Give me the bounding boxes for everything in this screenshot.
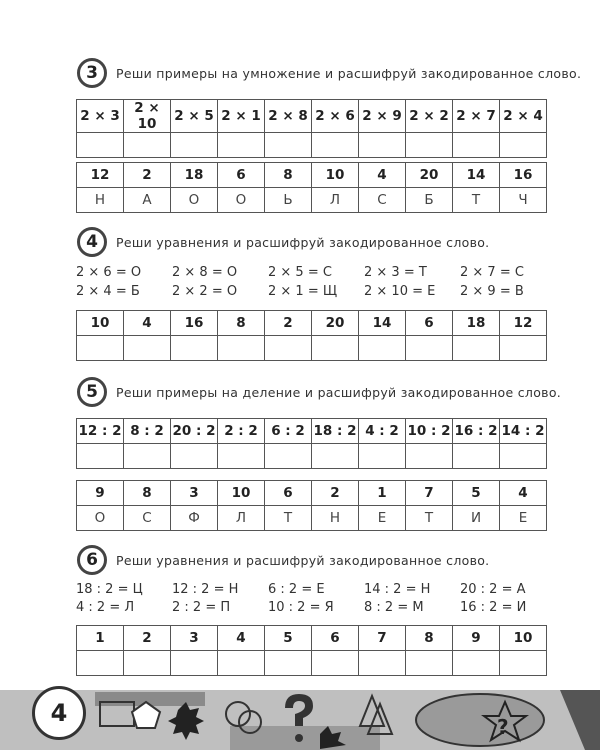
example-cell: 2 × 2 [406,100,453,133]
table-row [77,311,547,336]
number-cell: 12 [500,311,547,336]
answer-cell[interactable] [359,133,406,158]
answer-cell[interactable] [359,336,406,361]
answer-cell[interactable] [500,133,547,158]
answer-cell[interactable] [171,133,218,158]
answer-cell[interactable] [359,444,406,469]
number-cell: 6 [312,626,359,651]
answer-cell[interactable] [218,651,265,676]
number-cell: 8 [406,626,453,651]
question-dot-icon [295,734,303,742]
key-number-cell: 8 [265,163,312,188]
key-letter-cell: Ф [171,506,218,531]
task-instruction: Реши уравнения и расшифруй закодированное слово. [116,552,490,568]
equation: 2 × 8 = О [172,265,238,280]
example-cell: 20 : 2 [171,419,218,444]
task-5-header [77,375,561,409]
answer-cell[interactable] [265,444,312,469]
answer-cell[interactable] [171,444,218,469]
key-number-cell: 9 [77,481,124,506]
task-instruction: Реши примеры на деление и расшифруй закодированное слово. [116,384,562,400]
example-cell: 2 × 8 [265,100,312,133]
number-cell: 2 [265,311,312,336]
equation: 2 × 6 = О [76,265,142,280]
table-row [77,444,547,469]
key-letter-cell: Л [312,188,359,213]
number-cell: 1 [77,626,124,651]
table-row [77,626,547,651]
key-number-cell: 4 [359,163,406,188]
key-number-cell: 20 [406,163,453,188]
equation: 18 : 2 = Ц [76,582,143,597]
answer-cell[interactable] [453,444,500,469]
task-3-header [77,56,581,90]
answer-cell[interactable] [265,651,312,676]
key-number-cell: 10 [218,481,265,506]
answer-cell[interactable] [406,651,453,676]
number-cell: 16 [171,311,218,336]
number-cell: 3 [171,626,218,651]
answer-cell[interactable] [312,133,359,158]
equation: 2 × 2 = О [172,284,238,299]
page-number: 4 [50,699,68,727]
number-cell: 7 [359,626,406,651]
number-cell: 10 [500,626,547,651]
answer-cell[interactable] [500,336,547,361]
key-letter-cell: Л [218,506,265,531]
example-cell: 10 : 2 [406,419,453,444]
answer-cell[interactable] [218,444,265,469]
table-row [77,100,547,133]
example-cell: 12 : 2 [77,419,124,444]
answer-cell[interactable] [124,336,171,361]
task-3-key-table [76,162,547,213]
key-number-cell: 2 [312,481,359,506]
key-letter-cell: О [77,506,124,531]
answer-cell[interactable] [171,336,218,361]
answer-cell[interactable] [171,651,218,676]
number-cell: 6 [406,311,453,336]
task-5-key-table [76,480,547,531]
example-cell: 2 × 9 [359,100,406,133]
number-cell: 4 [218,626,265,651]
answer-cell[interactable] [406,133,453,158]
star-number-icon: ? [497,715,509,739]
footer-strip [230,726,380,750]
table-row [77,419,547,444]
task-instruction: Реши примеры на умножение и расшифруй закодированное слово. [116,65,582,81]
example-cell: 2 : 2 [218,419,265,444]
key-number-cell: 18 [171,163,218,188]
equation: 14 : 2 = Н [364,582,431,597]
key-letter-cell: Т [453,188,500,213]
key-number-cell: 5 [453,481,500,506]
answer-cell[interactable] [124,444,171,469]
equation: 10 : 2 = Я [268,600,334,615]
task-number-badge: 6 [77,545,107,575]
number-cell: 10 [77,311,124,336]
footer-decoration [0,690,600,750]
answer-cell[interactable] [453,133,500,158]
answer-cell[interactable] [77,133,124,158]
example-cell: 2 × 6 [312,100,359,133]
key-number-cell: 1 [359,481,406,506]
number-cell: 2 [124,626,171,651]
answer-cell[interactable] [77,336,124,361]
key-number-cell: 14 [453,163,500,188]
key-number-cell: 3 [171,481,218,506]
key-letter-cell: Е [500,506,547,531]
answer-cell[interactable] [265,336,312,361]
table-row [77,651,547,676]
key-number-cell: 4 [500,481,547,506]
table-row [77,188,547,213]
key-letter-cell: О [218,188,265,213]
task-6-answer-table [76,625,547,676]
example-cell: 2 × 7 [453,100,500,133]
answer-cell[interactable] [124,651,171,676]
table-row [77,336,547,361]
equation: 6 : 2 = Е [268,582,325,597]
equation: 2 × 10 = Е [364,284,436,299]
equation: 2 × 3 = Т [364,265,427,280]
answer-cell[interactable] [312,651,359,676]
task-number-badge: 4 [77,227,107,257]
example-cell: 8 : 2 [124,419,171,444]
answer-cell[interactable] [124,133,171,158]
equation: 4 : 2 = Л [76,600,135,615]
equation: 16 : 2 = И [460,600,527,615]
number-cell: 18 [453,311,500,336]
task-instruction: Реши уравнения и расшифруй закодированное слово. [116,234,490,250]
number-cell: 9 [453,626,500,651]
equation: 12 : 2 = Н [172,582,239,597]
key-number-cell: 8 [124,481,171,506]
equation: 2 × 9 = В [460,284,524,299]
key-letter-cell: С [359,188,406,213]
example-cell: 18 : 2 [312,419,359,444]
task-5-examples-table [76,418,547,469]
key-letter-cell: О [171,188,218,213]
key-letter-cell: С [124,506,171,531]
equation: 8 : 2 = М [364,600,424,615]
example-cell: 2 × 4 [500,100,547,133]
answer-cell[interactable] [453,651,500,676]
key-letter-cell: Т [406,506,453,531]
number-cell: 8 [218,311,265,336]
equations-row [76,265,556,280]
answer-cell[interactable] [312,336,359,361]
task-4-header [77,225,489,259]
key-letter-cell: И [453,506,500,531]
answer-cell[interactable] [77,651,124,676]
equation: 2 × 1 = Щ [268,284,338,299]
answer-cell[interactable] [265,133,312,158]
equation: 2 : 2 = П [172,600,231,615]
key-letter-cell: Б [406,188,453,213]
key-letter-cell: Н [77,188,124,213]
table-row [77,163,547,188]
equation: 20 : 2 = А [460,582,526,597]
equation: 2 × 7 = С [460,265,524,280]
key-letter-cell: А [124,188,171,213]
key-number-cell: 6 [218,163,265,188]
key-letter-cell: Н [312,506,359,531]
key-number-cell: 10 [312,163,359,188]
example-cell: 2 × 5 [171,100,218,133]
key-number-cell: 7 [406,481,453,506]
table-row [77,133,547,158]
task-number-badge: 3 [77,58,107,88]
example-cell: 6 : 2 [265,419,312,444]
key-number-cell: 16 [500,163,547,188]
oval-shape-icon [416,694,544,746]
equations-row [76,600,556,615]
number-cell: 4 [124,311,171,336]
equations-row [76,582,556,597]
answer-cell[interactable] [453,336,500,361]
key-letter-cell: Ч [500,188,547,213]
key-letter-cell: Е [359,506,406,531]
equations-row [76,284,556,299]
answer-cell[interactable] [359,651,406,676]
key-number-cell: 2 [124,163,171,188]
key-letter-cell: Т [265,506,312,531]
task-6-header [77,543,489,577]
answer-cell[interactable] [500,444,547,469]
task-4-answer-table [76,310,547,361]
key-letter-cell: Ь [265,188,312,213]
example-cell: 4 : 2 [359,419,406,444]
key-number-cell: 12 [77,163,124,188]
number-cell: 20 [312,311,359,336]
answer-cell[interactable] [312,444,359,469]
task-number-badge: 5 [77,377,107,407]
key-number-cell: 6 [265,481,312,506]
example-cell: 16 : 2 [453,419,500,444]
table-row [77,506,547,531]
number-cell: 5 [265,626,312,651]
equation: 2 × 4 = Б [76,284,140,299]
answer-cell[interactable] [406,336,453,361]
example-cell: 2 × 1 [218,100,265,133]
table-row [77,481,547,506]
example-cell: 2 × 3 [77,100,124,133]
example-cell: 2 × 10 [124,100,171,133]
answer-cell[interactable] [406,444,453,469]
answer-cell[interactable] [218,133,265,158]
task-3-examples-table [76,99,547,158]
equation: 2 × 5 = С [268,265,332,280]
answer-cell[interactable] [500,651,547,676]
answer-cell[interactable] [218,336,265,361]
example-cell: 14 : 2 [500,419,547,444]
page-number-badge [32,686,86,740]
answer-cell[interactable] [77,444,124,469]
number-cell: 14 [359,311,406,336]
